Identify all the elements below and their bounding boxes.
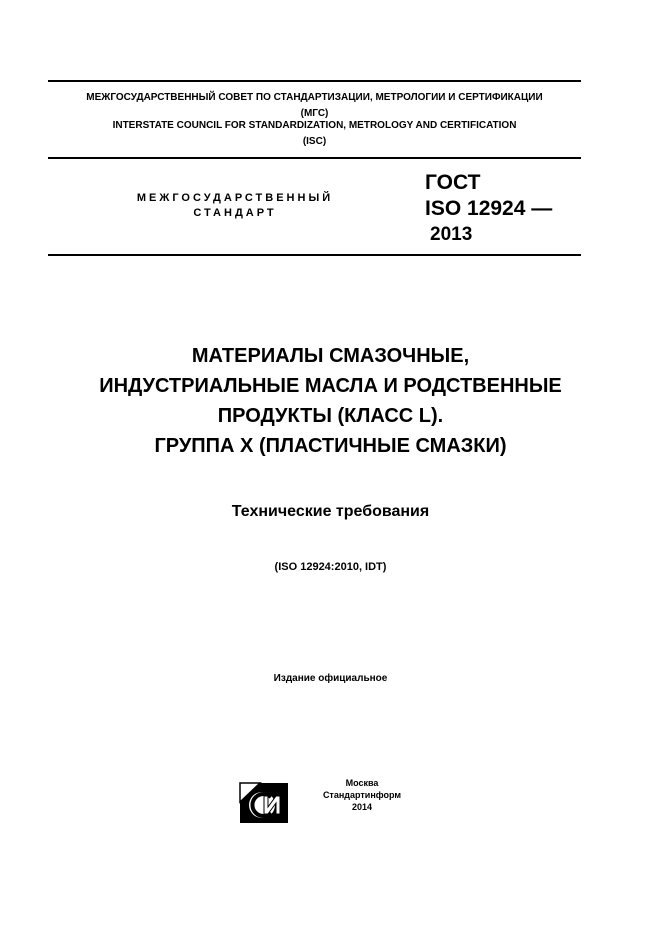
document-subtitle: Технические требования bbox=[231, 503, 430, 520]
council-name-en-line: INTERSTATE COUNCIL FOR STANDARDIZATION, METROLOGY AND CERTIFICATION bbox=[112, 120, 517, 131]
designation-year: 2013 bbox=[430, 224, 473, 245]
document-title bbox=[30, 341, 631, 461]
standard-kind bbox=[110, 191, 360, 221]
publisher-year: 2014 bbox=[351, 802, 373, 812]
council-abbr-en: (ISC) bbox=[302, 136, 327, 147]
standard-designation bbox=[425, 170, 552, 248]
publisher-name: Стандартинформ bbox=[322, 790, 402, 800]
bottom-rule bbox=[48, 254, 581, 256]
title-line-1: МАТЕРИАЛЫ СМАЗОЧНЫЕ, bbox=[191, 345, 470, 367]
council-name-en bbox=[48, 118, 581, 150]
title-line-4: ГРУППА X (ПЛАСТИЧНЫЕ СМАЗКИ) bbox=[154, 435, 507, 457]
designation-number: ISO 12924 — bbox=[425, 197, 553, 220]
council-name-ru-line: МЕЖГОСУДАРСТВЕННЫЙ СОВЕТ ПО СТАНДАРТИЗАЦИИ, МЕТРОЛОГИИ И СЕРТИФИКАЦИИ bbox=[86, 92, 543, 103]
middle-rule bbox=[48, 157, 581, 159]
standard-kind-line-2: СТАНДАРТ bbox=[193, 207, 277, 219]
standartinform-logo-icon bbox=[238, 780, 290, 826]
title-line-2: ИНДУСТРИАЛЬНЫЕ МАСЛА И РОДСТВЕННЫЕ bbox=[99, 375, 562, 397]
iso-reference: (ISO 12924:2010, IDT) bbox=[274, 561, 387, 573]
standard-kind-line-1: МЕЖГОСУДАРСТВЕННЫЙ bbox=[136, 192, 334, 204]
title-line-3: ПРОДУКТЫ (КЛАСС L). bbox=[217, 405, 444, 427]
designation-gost: ГОСТ bbox=[425, 171, 481, 194]
top-rule bbox=[48, 80, 581, 82]
publisher-city: Москва bbox=[345, 778, 379, 788]
edition-label: Издание официальное bbox=[273, 673, 388, 684]
publisher-info bbox=[300, 777, 424, 813]
council-abbr-ru: (МГС) bbox=[300, 108, 329, 119]
